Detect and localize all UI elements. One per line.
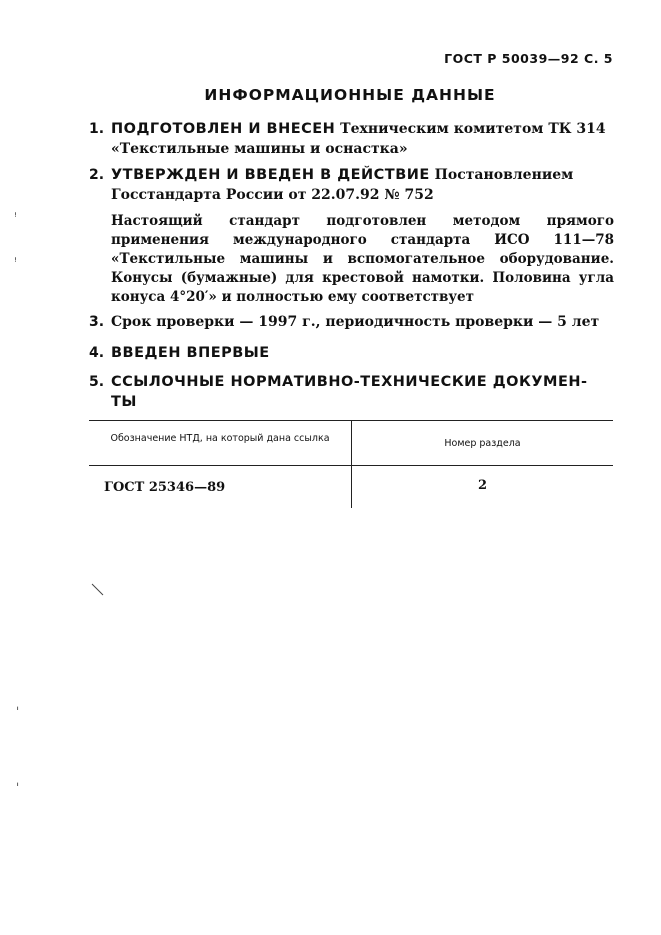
info-item-1 <box>89 119 614 159</box>
item-caps-heading: ПОДГОТОВЛЕН И ВНЕСЕН <box>111 121 336 137</box>
page-header: ГОСТ Р 50039—92 С. 5 <box>444 51 613 66</box>
item-continuation: «Текстильные машины и оснастка» <box>111 141 408 157</box>
scan-mark: ˌ <box>16 773 20 787</box>
cell-section-value: 2 <box>477 478 488 493</box>
scan-mark: ꜝ <box>14 210 18 224</box>
item-number: 3. <box>89 314 105 330</box>
item-caps-heading: УТВЕРЖДЕН И ВВЕДЕН В ДЕЙСТВИЕ <box>111 167 430 183</box>
scan-mark: ꜝ <box>14 255 18 269</box>
item-continuation: Госстандарта России от 22.07.92 № 752 <box>111 187 434 203</box>
item-text: Техническим комитетом ТК 314 <box>335 121 606 137</box>
item-continuation: ТЫ <box>111 394 137 410</box>
info-item-2 <box>89 165 614 205</box>
item-caps-heading: ВВЕДЕН ВПЕРВЫЕ <box>111 345 270 361</box>
section-title: ИНФОРМАЦИОННЫЕ ДАННЫЕ <box>204 86 496 104</box>
item-number: 5. <box>89 374 105 390</box>
header-cell-designation <box>89 421 352 465</box>
cell-designation-value: ГОСТ 25346—89 <box>104 480 226 495</box>
item-number: 4. <box>89 345 105 361</box>
scan-mark: ˈ <box>16 705 20 719</box>
info-item-5 <box>89 372 614 412</box>
references-table <box>89 420 613 508</box>
cell-designation <box>89 466 352 508</box>
item-text: Постановлением <box>429 167 574 183</box>
header-cell-section <box>352 421 613 465</box>
scan-mark <box>90 582 106 598</box>
info-item-4 <box>89 343 614 363</box>
standard-note-paragraph: Настоящий стандарт подготовлен методом прямого применения международного стандарта ИСО 111—78 «Текстильные машины и вспомогательное оборудование. Конусы (бумажные) для крестовой намотки. Половина угла конуса 4°20′» и полностью ему соответствует <box>111 213 614 305</box>
item-text: Срок проверки — 1997 г., периодичность проверки — 5 лет <box>111 314 600 330</box>
header-section-label: Номер раздела <box>444 438 521 449</box>
table-row <box>89 466 613 508</box>
item-number: 2. <box>89 167 105 183</box>
item-caps-heading: ССЫЛОЧНЫЕ НОРМАТИВНО-ТЕХНИЧЕСКИЕ ДОКУМЕН- <box>111 374 588 390</box>
item-number: 1. <box>89 121 105 137</box>
info-item-3 <box>89 312 614 332</box>
header-designation-label: Обозначение НТД, на который дана ссылка <box>110 433 330 444</box>
table-header-row <box>89 421 613 466</box>
cell-section <box>352 466 613 508</box>
